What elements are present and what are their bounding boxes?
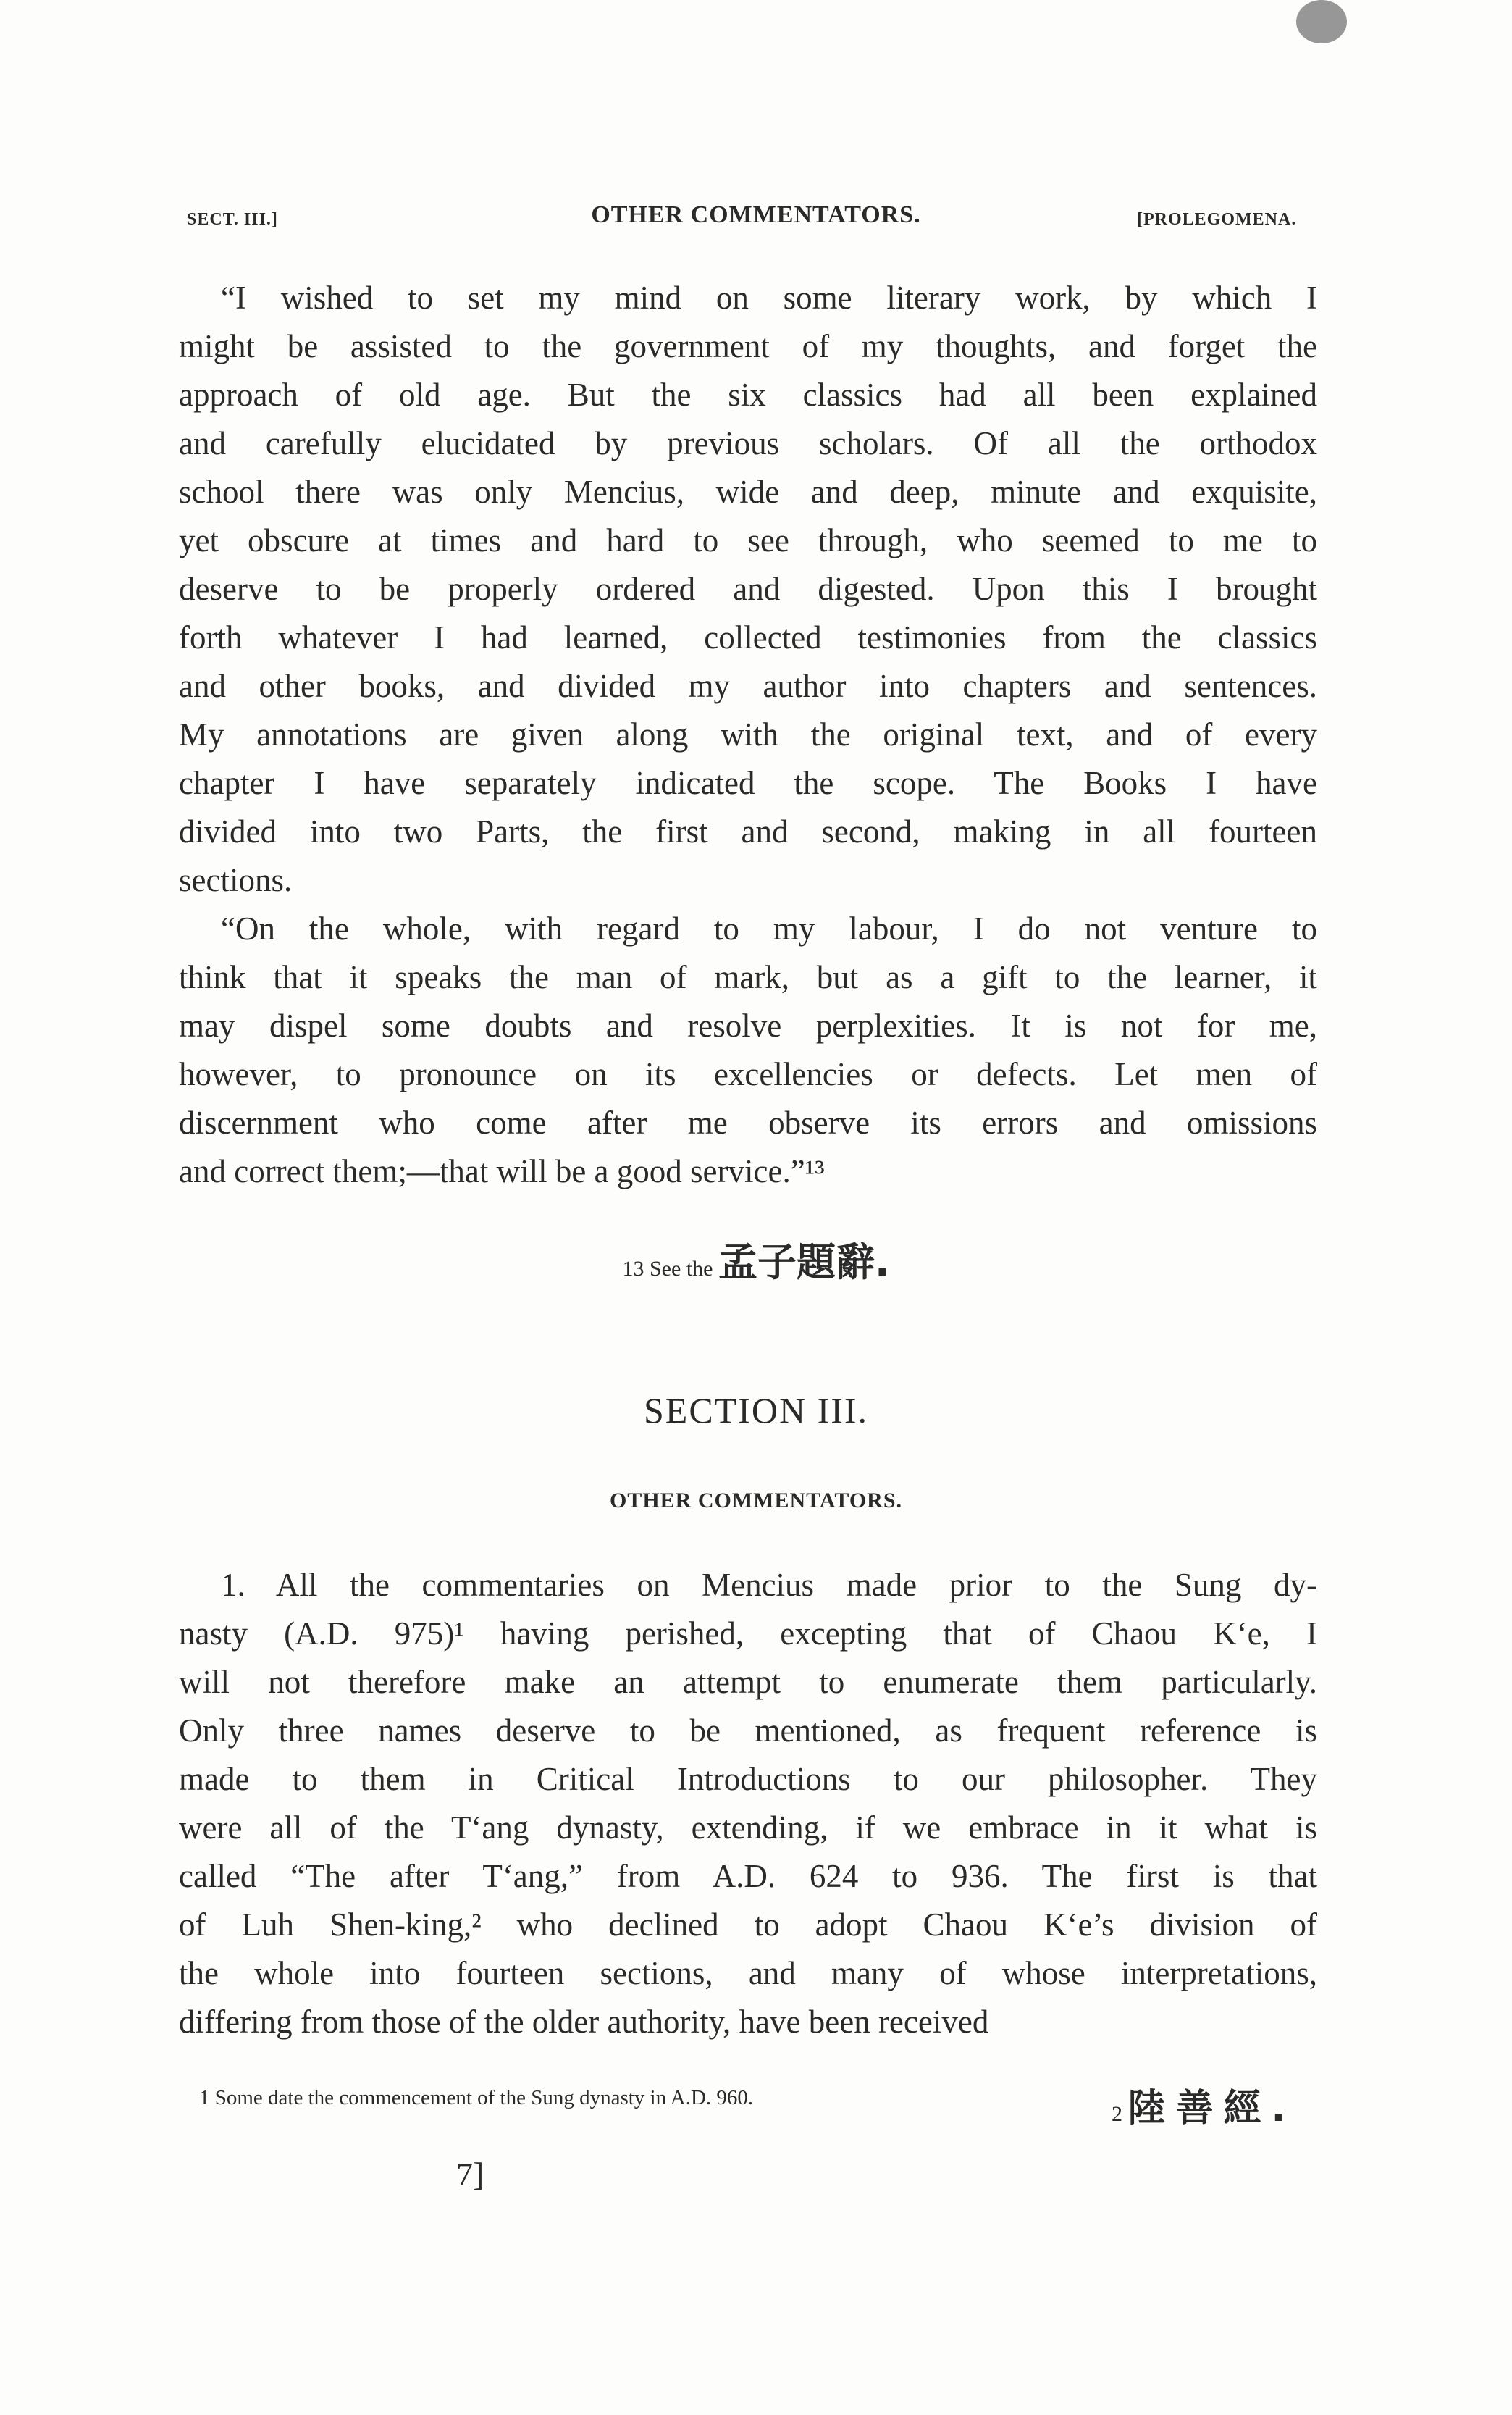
running-head-section: SECT. III.] (187, 210, 278, 229)
text-line: however, to pronounce on its excellencies or defects. Let men of (179, 1056, 1317, 1092)
footnote-2-chinese: 陸善經. (1127, 2087, 1296, 2130)
footnote-2 (1112, 2077, 1295, 2132)
running-head-part: [PROLEGOMENA. (1137, 210, 1297, 229)
text-line: and other books, and divided my author into chapters and sentences. (179, 668, 1317, 704)
footnote-13 (0, 1231, 1512, 1287)
footnote-2-number: 2 (1112, 2102, 1128, 2126)
text-line: divided into two Parts, the first and second, making in all fourteen (179, 813, 1317, 850)
text-line: deserve to be properly ordered and digested. Upon this I brought (179, 571, 1317, 607)
text-line: sections. (179, 862, 293, 898)
text-line: and carefully elucidated by previous scholars. Of all the orthodox (179, 425, 1317, 461)
text-line: “I wished to set my mind on some literary work, by which I (221, 280, 1317, 316)
text-line: the whole into fourteen sections, and many of whose interpretations, (179, 1955, 1317, 1991)
section-title: SECTION III. (643, 1390, 869, 1431)
text-line: of Luh Shen-king,² who declined to adopt Chaou K‘e’s division of (179, 1907, 1317, 1943)
text-line: 1. All the commentaries on Mencius made prior to the Sung dy- (221, 1567, 1317, 1603)
text-line: Only three names deserve to be mentioned, as frequent reference is (179, 1712, 1317, 1749)
text-line: differing from those of the older authority, have been received (179, 2004, 989, 2040)
running-head-title: OTHER COMMENTATORS. (591, 201, 921, 228)
text-line: will not therefore make an attempt to enumerate them particularly. (179, 1664, 1317, 1700)
text-line: discernment who come after me observe its errors and omissions (179, 1105, 1317, 1141)
footnote-1: 1 Some date the commencement of the Sung dynasty in A.D. 960. (199, 2086, 754, 2109)
footnote-13-text: 13 See the (622, 1257, 718, 1281)
page-number: 7] (456, 2156, 484, 2193)
footnote-13-chinese: 孟子題辭. (718, 1239, 890, 1285)
paragraph-section-1 (179, 1561, 1317, 2046)
text-line: made to them in Critical Introductions to our philosopher. They (179, 1761, 1317, 1797)
text-line: called “The after T‘ang,” from A.D. 624 to 936. The first is that (179, 1858, 1317, 1894)
text-line: approach of old age. But the six classics had all been explained (179, 377, 1317, 413)
text-line: My annotations are given along with the original text, and of every (179, 716, 1317, 753)
text-line: school there was only Mencius, wide and deep, minute and exquisite, (179, 474, 1317, 510)
text-line: “On the whole, with regard to my labour, I do not venture to (221, 911, 1317, 947)
paragraph-quote-2 (179, 905, 1317, 1196)
text-line: might be assisted to the government of my thoughts, and forget the (179, 328, 1317, 364)
ink-smudge (1296, 0, 1347, 43)
text-line: yet obscure at times and hard to see through, who seemed to me to (179, 522, 1317, 558)
text-line: nasty (A.D. 975)¹ having perished, excepting that of Chaou K‘e, I (179, 1615, 1317, 1652)
text-line: and correct them;—that will be a good service.”¹³ (179, 1153, 825, 1189)
text-line: think that it speaks the man of mark, but as a gift to the learner, it (179, 959, 1317, 995)
section-subtitle: OTHER COMMENTATORS. (609, 1489, 903, 1512)
text-line: may dispel some doubts and resolve perplexities. It is not for me, (179, 1008, 1317, 1044)
paragraph-quote-1 (179, 274, 1317, 905)
text-line: chapter I have separately indicated the scope. The Books I have (179, 765, 1317, 801)
text-line: forth whatever I had learned, collected testimonies from the classics (179, 619, 1317, 656)
text-line: were all of the T‘ang dynasty, extending, if we embrace in it what is (179, 1809, 1317, 1846)
